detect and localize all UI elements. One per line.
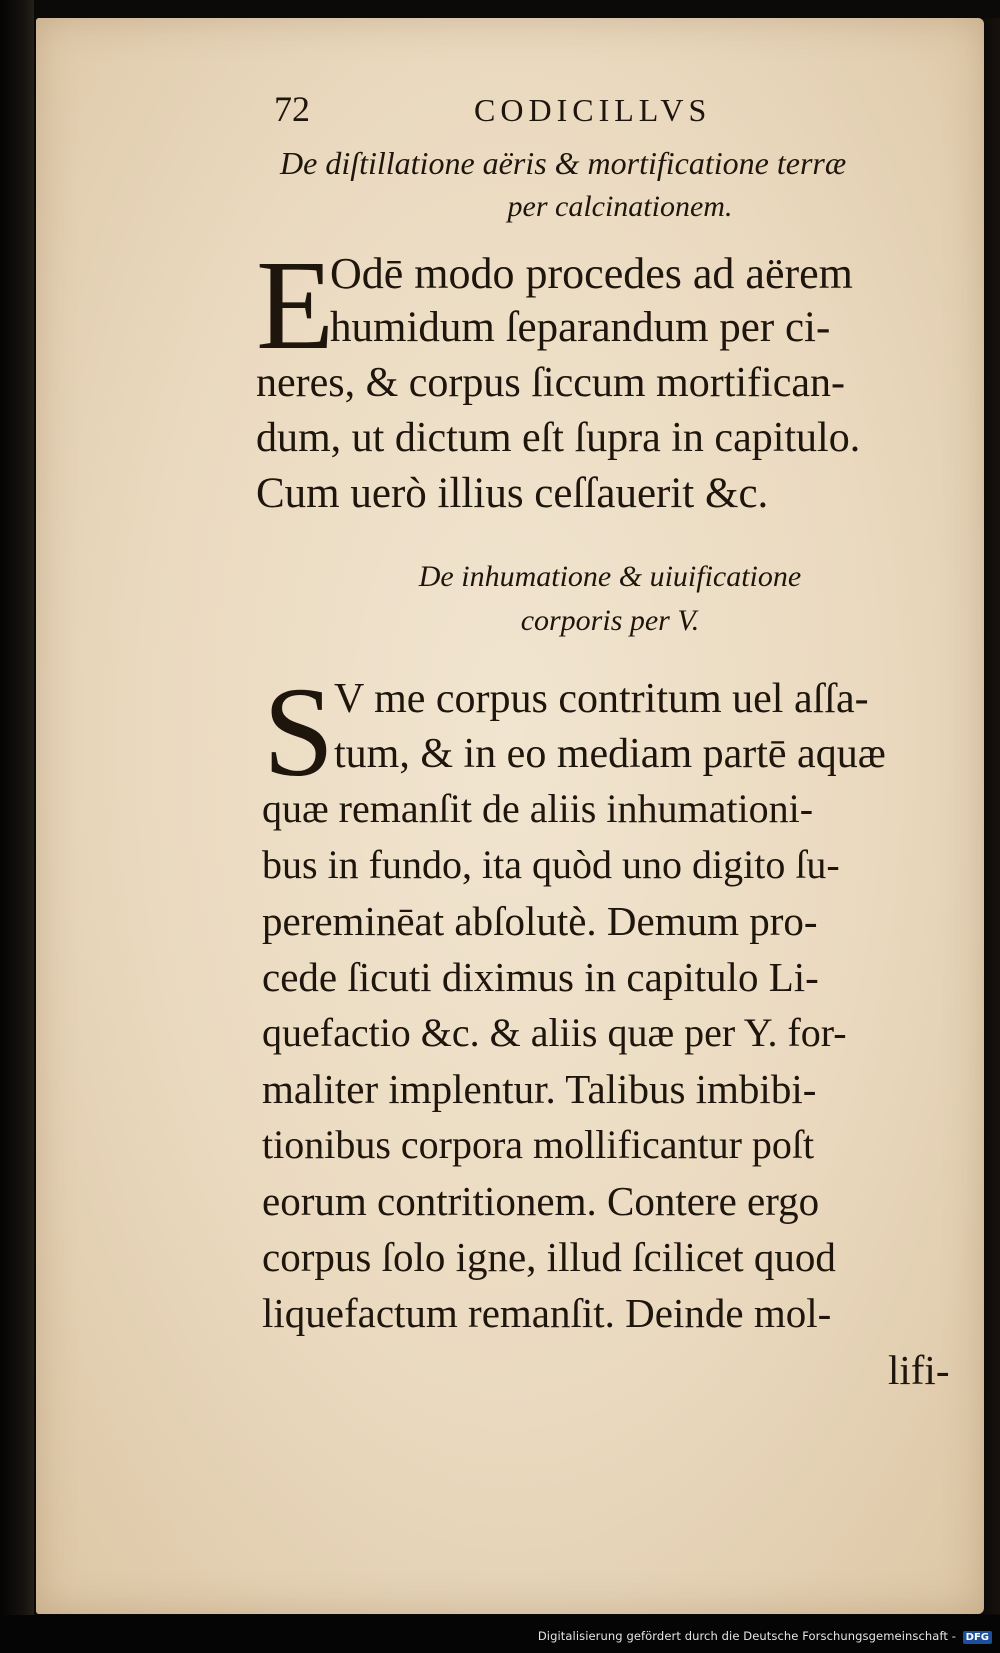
funding-credit: Digitalisierung gefördert durch die Deutsche Forschungsgemeinschaft - [537,1629,956,1643]
body-line: humidum ſeparandum per ci- [330,304,831,351]
body-line: pereminēat abſolutè. Demum pro- [262,898,818,944]
body-line: Odē modo procedes ad aërem [330,249,853,298]
running-head: CODICILLVS [474,92,712,128]
section-heading-1-line-2: per calcinationem. [507,190,733,223]
body-line: liquefactum remanſit. Deinde mol- [262,1290,832,1336]
drop-cap-e: E [256,234,335,376]
book-gutter [0,0,34,1653]
body-line: quefactio &c. & aliis quæ per Y. for- [262,1010,847,1055]
page-number: 72 [274,89,310,129]
body-line: cede ſicuti diximus in capitulo Li- [262,954,819,1000]
dfg-logo: DFG [963,1631,992,1644]
section-heading-2-line-1: De inhumatione & uiuificatione [418,560,802,593]
body-line: neres, & corpus ſiccum mortifican- [256,360,845,406]
body-line: eorum contritionem. Contere ergo [262,1178,820,1224]
section-heading-1-line-1: De diſtillatione aëris & mortificatione terræ [280,145,847,181]
body-line: maliter implentur. Talibus imbibi- [262,1066,817,1112]
body-line: Cum uerò illius ceſſauerit &c. [256,470,769,517]
drop-cap-s: S [263,661,335,803]
body-line: V me corpus contritum uel aſſa- [334,676,869,722]
body-line: lifi- [888,1347,950,1393]
page-edge-shadow [982,18,1000,1614]
body-line: bus in fundo, ita quòd uno digito ſu- [262,842,840,887]
body-line: quæ remanſit de aliis inhumationi- [262,786,814,831]
body-line: tionibus corpora mollificantur poſt [262,1122,815,1167]
section-heading-2-line-2: corporis per V. [520,604,700,637]
body-line: corpus ſolo igne, illud ſcilicet quod [262,1234,836,1280]
body-line: dum, ut dictum eſt ſupra in capitulo. [256,415,861,461]
body-line: tum, & in eo mediam partē aquæ [334,731,886,777]
